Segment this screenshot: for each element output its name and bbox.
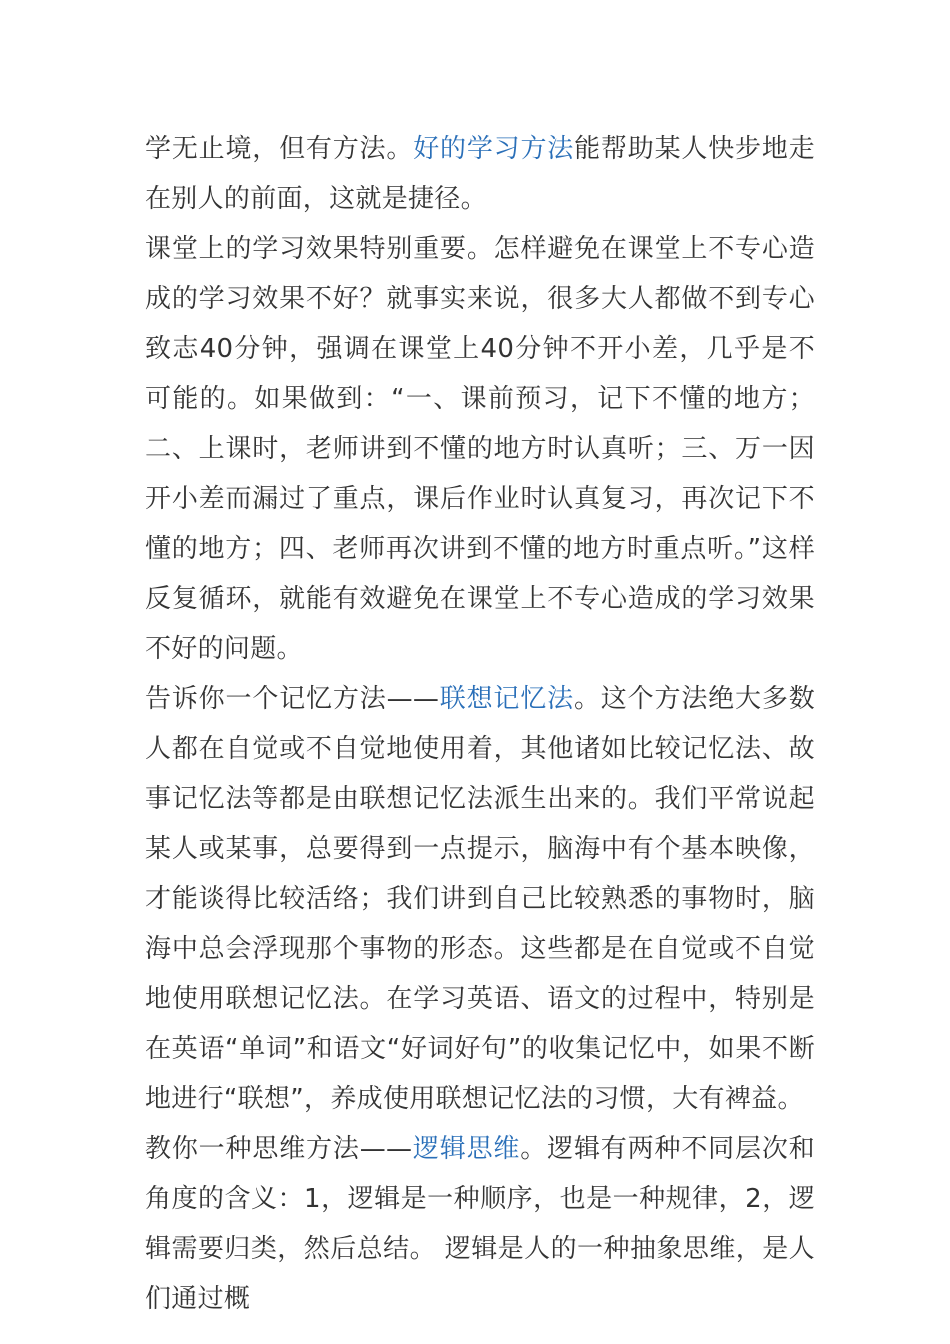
- paragraph-text: 学无止境，但有方法。: [145, 134, 414, 164]
- paragraph-text: 教你一种思维方法——: [145, 1134, 413, 1164]
- paragraph-classroom-efficiency: [145, 224, 815, 674]
- paragraph-study-methods: [145, 124, 815, 224]
- paragraph-text: 课堂上的学习效果特别重要。怎样避免在课堂上不专心造成的学习效果不好？就事实来说，很多大人都做不到专心致志40分钟，强调在课堂上40分钟不开小差，几乎是不可能的。如果做到：“一、课前预习，记下不懂的地方；二、上课时，老师讲到不懂的地方时认真听；三、万一因开小差而漏过了重点，课后作业时认真复习，再次记下不懂的地方；四、老师再次讲到不懂的地方时重点听。”这样反复循环，就能有效避免在课堂上不专心造成的学习效果不好的问题。: [145, 234, 815, 664]
- article-body: [145, 124, 815, 1324]
- paragraph-text: 。这个方法绝大多数人都在自觉或不自觉地使用着，其他诸如比较记忆法、故事记忆法等都是由联想记忆法派生出来的。我们平常说起某人或某事，总要得到一点提示，脑海中有个基本映像，才能谈得比较活络；我们讲到自己比较熟悉的事物时，脑海中总会浮现那个事物的形态。这些都是在自觉或不自觉地使用联想记忆法。在学习英语、语文的过程中，特别是在英语“单词”和语文“好词好句”的收集记忆中，如果不断地进行“联想”，养成使用联想记忆法的习惯，大有裨益。: [145, 684, 815, 1114]
- paragraph-thinking-method: [145, 1124, 815, 1324]
- link-association-memory[interactable]: 联想记忆法: [439, 684, 574, 714]
- link-logical-thinking[interactable]: 逻辑思维: [412, 1134, 521, 1164]
- paragraph-text: 。逻辑有两种不同层次和角度的含义：1，逻辑是一种顺序，也是一种规律，2，逻辑需要归类，然后总结。 逻辑是人的一种抽象思维，是人们通过概: [145, 1134, 815, 1314]
- paragraph-text: 告诉你一个记忆方法——: [145, 684, 440, 714]
- link-good-study-methods[interactable]: 好的学习方法: [413, 134, 575, 164]
- paragraph-memory-method: [145, 674, 815, 1124]
- paragraph-text: 能帮助某人快步地走在别人的前面，这就是捷径。: [145, 134, 815, 214]
